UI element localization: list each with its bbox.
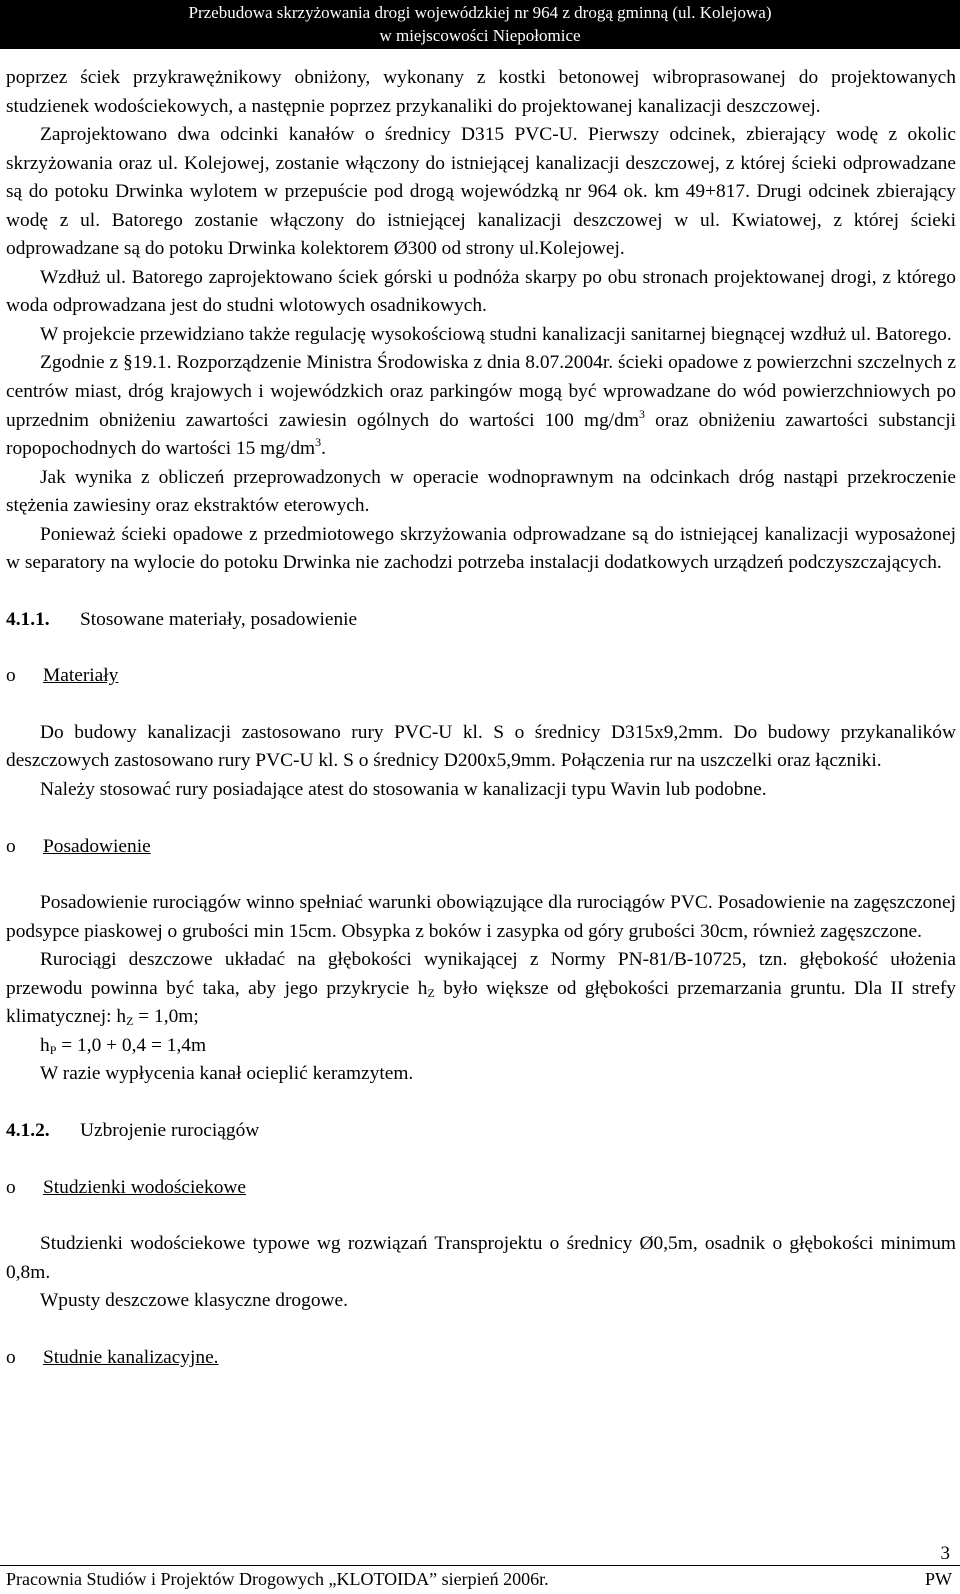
spacer (6, 1316, 956, 1344)
paragraph: W razie wypłycenia kanał ocieplić keramzytem. (40, 1063, 414, 1085)
paragraph (6, 349, 956, 463)
paragraph: Posadowienie rurociągów winno spełniać warunki obowiązujące dla rurociągów PVC. Posadowienie na zagęszczonej podsypce piaskowej o grubości min 15cm. Obsypka z boków i zasypka od góry grubości 30cm, również zagęszczone. (6, 892, 956, 942)
text-run: . (321, 438, 326, 460)
text-run: = 1,0 + 0,4 = 1,4m (56, 1034, 207, 1056)
text-run: było większe od głębokości przemarzania gruntu. Dla II strefy klimatycznej: h (6, 977, 957, 1028)
bullet-marker: o (6, 665, 16, 687)
page-footer (0, 1565, 960, 1594)
spacer (6, 578, 956, 606)
subheading: Studnie kanalizacyjne. (43, 1346, 219, 1368)
section-title: Stosowane materiały, posadowienie (80, 608, 358, 630)
spacer (6, 691, 956, 719)
bullet-item (6, 833, 956, 862)
subheading: Posadowienie (43, 835, 151, 857)
spacer (6, 1089, 956, 1117)
paragraph: W projekcie przewidziano także regulację wysokościową studni kanalizacji sanitarnej biegnącej wzdłuż ul. Batorego. (40, 323, 952, 345)
bullet-marker: o (6, 1346, 16, 1368)
section-heading (6, 606, 956, 635)
paragraph: Należy stosować rury posiadające atest do stosowania w kanalizacji typu Wavin lub podobne. (40, 779, 767, 801)
header-line-1: Przebudowa skrzyżowania drogi wojewódzkiej nr 964 z drogą gminną (ul. Kolejowa) (188, 3, 772, 22)
subscript: P (49, 1042, 57, 1057)
superscript: 3 (315, 435, 322, 450)
section-number: 4.1.2. (6, 1119, 50, 1141)
text-run: = 1,0m; (133, 1006, 199, 1028)
document-body (6, 64, 956, 1372)
page-number: 3 (940, 1543, 950, 1564)
bullet-item (6, 662, 956, 691)
paragraph: Do budowy kanalizacji zastosowano rury PVC-U kl. S o średnicy D315x9,2mm. Do budowy przykanalików deszczowych zastosowano rury PVC-U kl. S o średnicy D200x5,9mm. Połączenia rur na uszczelki oraz łączniki. (6, 721, 956, 772)
footer-right-text: PW (925, 1569, 952, 1589)
text-run: oraz obniżeniu zawartości substancji ropopochodnych do wartości 15 mg/dm (6, 409, 956, 460)
spacer (6, 634, 956, 662)
section-title: Uzbrojenie rurociągów (80, 1119, 260, 1141)
text-run: Rurociągi deszczowe układać na głębokości wynikającej z Normy PN-81/B-10725, tzn. głębokość ułożenia przewodu powinna być taka, aby jego przykrycie h (6, 949, 956, 999)
text-run: h (40, 1034, 50, 1056)
text-run: Zgodnie z §19.1. Rozporządzenie Ministra Środowiska z dnia 8.07.2004r. ścieki opadowe z powierzchni szczelnych z centrów miast, dróg krajowych i wojewódzkich oraz parkingów mogą być wprowadzane do wód powierzchniowych po uprzednim obniżeniu zawartości zawiesin ogólnych do wartości 100 mg/dm (6, 352, 956, 431)
spacer (6, 861, 956, 889)
section-heading (6, 1117, 956, 1146)
paragraph (6, 1032, 956, 1061)
subheading: Studzienki wodościekowe (43, 1176, 247, 1198)
paragraph (6, 946, 956, 1032)
header-line-2: w miejscowości Niepołomice (379, 26, 581, 45)
section-number: 4.1.1. (6, 608, 50, 630)
subscript: Z (427, 985, 435, 1000)
paragraph: Zaprojektowano dwa odcinki kanałów o średnicy D315 PVC-U. Pierwszy odcinek, zbierający wodę z okolic skrzyżowania oraz ul. Kolejowej, zostanie włączony do istniejącej kanalizacji deszczowej, z której ścieki odprowadzane są do potoku Drwinka wylotem w przepuście pod drogą wojewódzką nr 964 ok. km 49+817. Drugi odcinek zbierający wodę z ul. Batorego zostanie włączony do istniejącej kanalizacji deszczowej w ul. Kwiatowej, z której ścieki odprowadzane są do potoku Drwinka kolektorem Ø300 od strony ul.Kolejowej. (6, 124, 956, 260)
paragraph: Wzdłuż ul. Batorego zaprojektowano ściek górski u podnóża skarpy po obu stronach projektowanej drogi, z którego woda odprowadzana jest do studni wlotowych osadnikowych. (6, 266, 956, 317)
spacer (6, 805, 956, 833)
subheading: Materiały (43, 665, 119, 687)
paragraph: poprzez ściek przykrawężnikowy obniżony, wykonany z kostki betonowej wibroprasowanej do projektowanych studzienek wodościekowych, a następnie poprzez przykanaliki do projektowanej kanalizacji deszczowej. (6, 67, 956, 117)
subscript: Z (126, 1014, 134, 1029)
paragraph: Wpusty deszczowe klasyczne drogowe. (40, 1290, 348, 1312)
footer-left-text: Pracownia Studiów i Projektów Drogowych „KLOTOIDA” sierpień 2006r. (6, 1569, 549, 1589)
bullet-marker: o (6, 835, 16, 857)
bullet-item (6, 1344, 956, 1373)
bullet-marker: o (6, 1176, 16, 1198)
paragraph: Studzienki wodościekowe typowe wg rozwiązań Transprojektu o średnicy Ø0,5m, osadnik o głębokości minimum 0,8m. (6, 1233, 956, 1283)
spacer (6, 1146, 956, 1174)
paragraph: Jak wynika z obliczeń przeprowadzonych w operacie wodnoprawnym na odcinkach dróg nastąpi przekroczenie stężenia zawiesiny oraz ekstraktów eterowych. (6, 466, 956, 517)
superscript: 3 (638, 406, 645, 421)
page-header (0, 0, 960, 49)
paragraph: Ponieważ ścieki opadowe z przedmiotowego skrzyżowania odprowadzane są do istniejącej kanalizacji wyposażonej w separatory na wylocie do potoku Drwinka nie zachodzi potrzeba instalacji dodatkowych urządzeń podczyszczających. (6, 523, 956, 574)
bullet-item (6, 1174, 956, 1203)
spacer (6, 1202, 956, 1230)
